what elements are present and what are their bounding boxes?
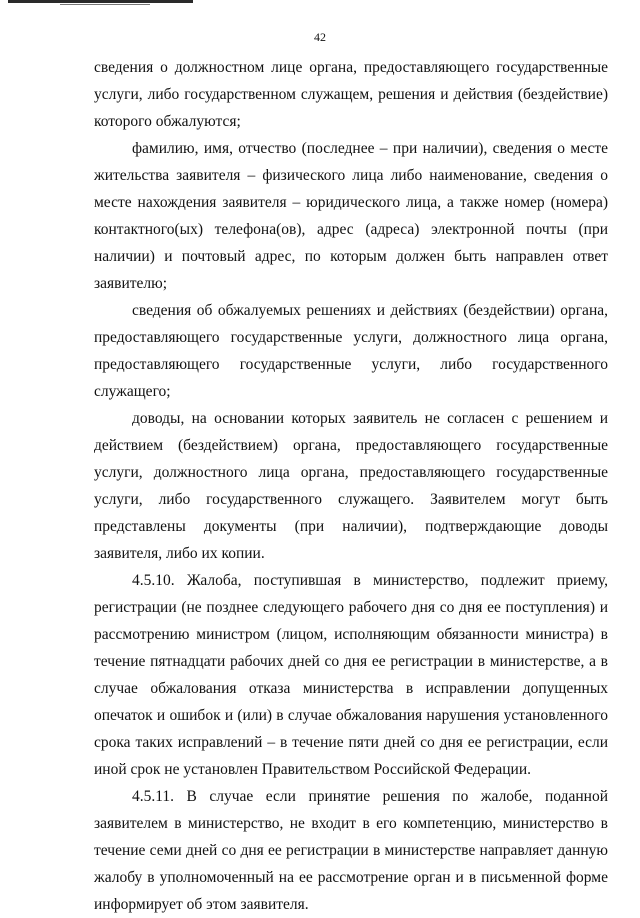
document-body: [94, 54, 608, 918]
paragraph-applicant-details: фамилию, имя, отчество (последнее – при наличии), сведения о месте жительства заявителя – физического лица либо наименование, сведения о месте нахождения заявителя – юридического лица, а также номер (номера) контактного(ых) телефона(ов), адрес (адреса) электронной почты (при наличии) и почтовый адрес, по которым должен быть направлен ответ заявителю;: [94, 140, 608, 292]
scan-artifact-line: [8, 0, 193, 3]
paragraph-official-info: сведения о должностном лице органа, предоставляющего государственные услуги, либо государственном служащем, решения и действия (бездействие) которого обжалуются;: [94, 59, 608, 130]
paragraph-4-5-10: 4.5.10. Жалоба, поступившая в министерство, подлежит приему, регистрации (не позднее следующего рабочего дня со дня ее поступления) и рассмотрению министром (лицом, исполняющим обязанности министра) в течение пятнадцати рабочих дней со дня ее регистрации в министерстве, а в случае обжалования отказа министерства в исправлении допущенных опечаток и ошибок и (или) в случае обжалования нарушения установленного срока таких исправлений – в течение пяти дней со дня ее регистрации, если иной срок не установлен Правительством Российской Федерации.: [94, 572, 608, 778]
paragraph-4-5-11: 4.5.11. В случае если принятие решения по жалобе, поданной заявителем в министерство, не входит в его компетенцию, министерство в течение семи дней со дня ее регистрации в министерстве направляет данную жалобу в уполномоченный на ее рассмотрение орган и в письменной форме информирует об этом заявителя.: [94, 788, 608, 913]
scan-artifact-line-secondary: [60, 4, 150, 5]
paragraph-appealed-decisions: сведения об обжалуемых решениях и действиях (бездействии) органа, предоставляющего государственные услуги, должностного лица органа, предоставляющего государственные услуги, либо государственного служащего;: [94, 302, 608, 400]
page-number: 42: [314, 30, 326, 44]
paragraph-arguments: доводы, на основании которых заявитель не согласен с решением и действием (бездействием) органа, предоставляющего государственные услуги, должностного лица органа, предоставляющего государственные услуги, либо государственного служащего. Заявителем могут быть представлены документы (при наличии), подтверждающие доводы заявителя, либо их копии.: [94, 410, 608, 562]
